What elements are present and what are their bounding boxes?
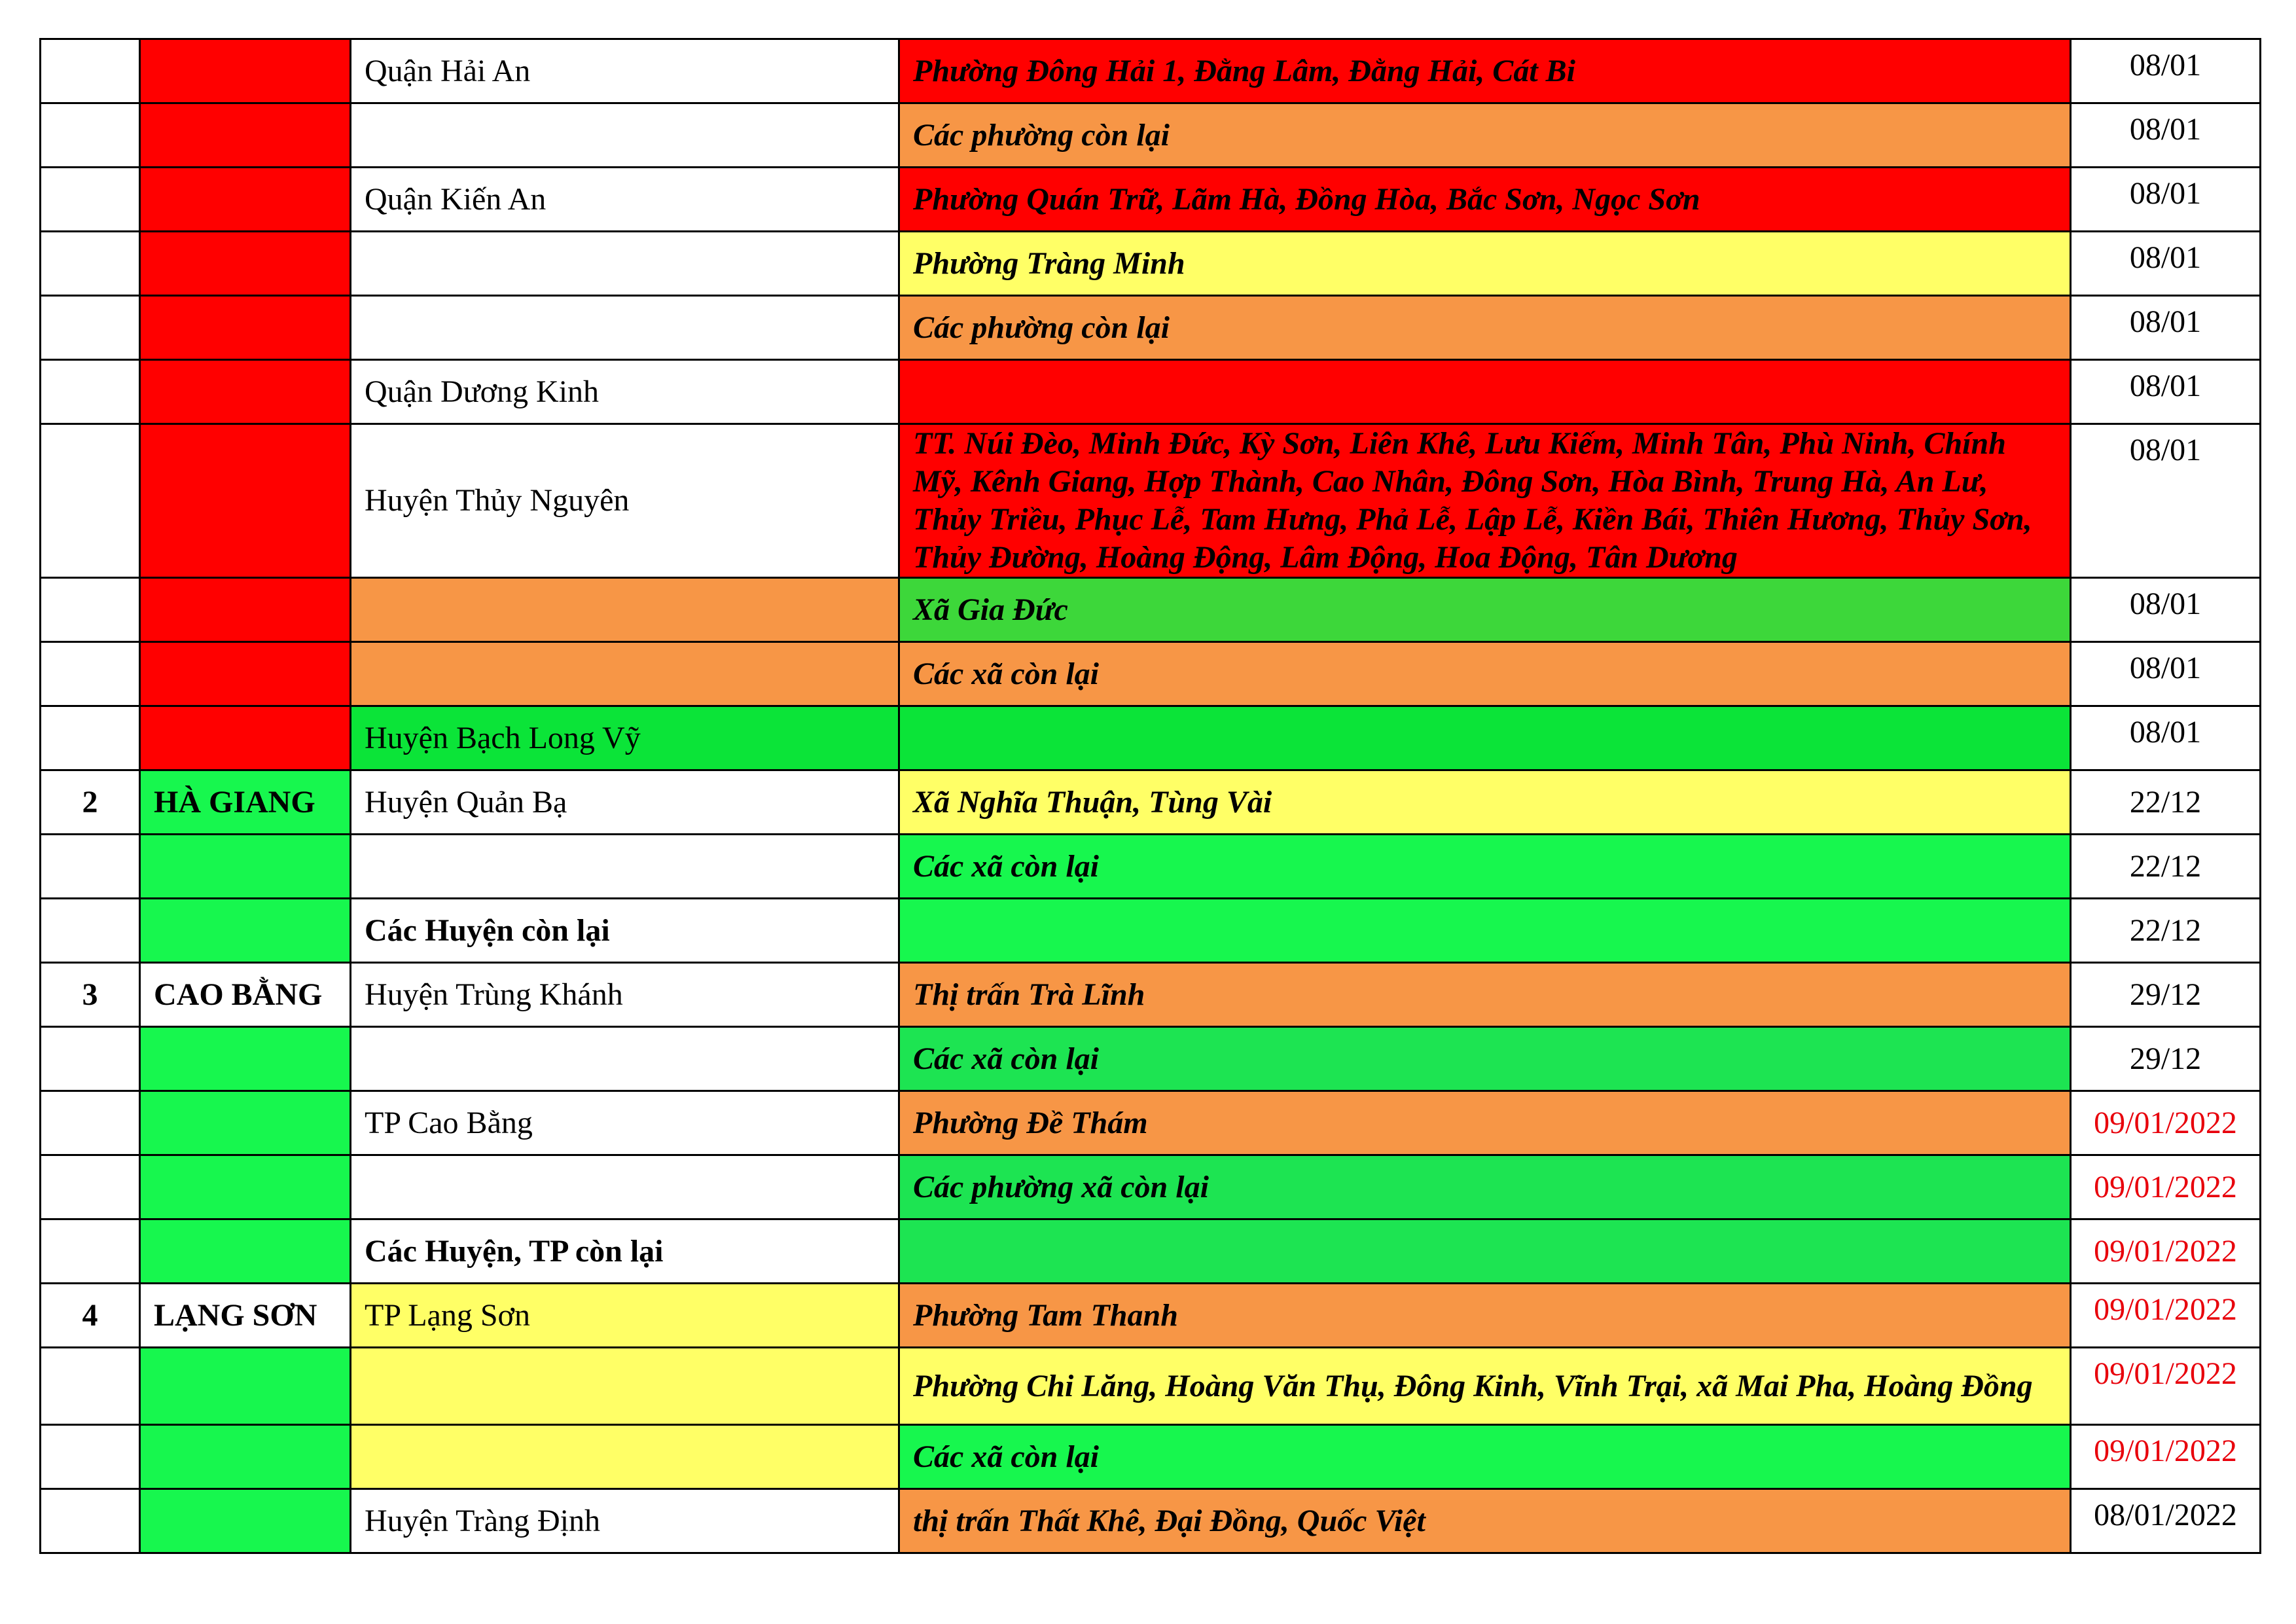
district-cell <box>351 1155 899 1219</box>
row-number-cell <box>41 1027 140 1091</box>
area-cell: Các xã còn lại <box>899 642 2071 706</box>
table-row <box>41 1284 2261 1348</box>
table-row <box>41 232 2261 296</box>
province-cell <box>140 232 351 296</box>
date-cell: 08/01/2022 <box>2071 1489 2261 1553</box>
table-row <box>41 103 2261 168</box>
row-number-cell <box>41 1425 140 1489</box>
district-cell: Huyện Bạch Long Vỹ <box>351 706 899 770</box>
area-cell: Phường Đề Thám <box>899 1091 2071 1155</box>
district-cell: Các Huyện còn lại <box>351 899 899 963</box>
province-cell <box>140 360 351 424</box>
date-cell: 08/01 <box>2071 39 2261 103</box>
table-row <box>41 1091 2261 1155</box>
area-cell: Phường Quán Trữ, Lãm Hà, Đồng Hòa, Bắc Sơn, Ngọc Sơn <box>899 168 2071 232</box>
district-cell <box>351 1425 899 1489</box>
row-number-cell <box>41 706 140 770</box>
area-cell: Các xã còn lại <box>899 835 2071 899</box>
zone-status-table <box>39 38 2261 1554</box>
district-cell <box>351 296 899 360</box>
district-cell: Quận Hải An <box>351 39 899 103</box>
table-body <box>41 39 2261 1553</box>
district-cell <box>351 1027 899 1091</box>
row-number-cell <box>41 1219 140 1284</box>
province-cell: HÀ GIANG <box>140 770 351 835</box>
area-cell: Các phường xã còn lại <box>899 1155 2071 1219</box>
date-cell: 08/01 <box>2071 642 2261 706</box>
district-cell <box>351 578 899 642</box>
province-cell <box>140 39 351 103</box>
district-cell <box>351 642 899 706</box>
row-number-cell <box>41 168 140 232</box>
row-number-cell: 3 <box>41 963 140 1027</box>
province-cell <box>140 835 351 899</box>
table-row <box>41 578 2261 642</box>
district-cell: TP Lạng Sơn <box>351 1284 899 1348</box>
row-number-cell <box>41 899 140 963</box>
date-cell: 09/01/2022 <box>2071 1348 2261 1425</box>
row-number-cell <box>41 835 140 899</box>
province-cell <box>140 642 351 706</box>
table-row <box>41 360 2261 424</box>
table-row <box>41 642 2261 706</box>
row-number-cell <box>41 103 140 168</box>
row-number-cell <box>41 296 140 360</box>
province-cell <box>140 706 351 770</box>
province-cell <box>140 1091 351 1155</box>
area-cell: thị trấn Thất Khê, Đại Đồng, Quốc Việt <box>899 1489 2071 1553</box>
area-cell: Xã Nghĩa Thuận, Tùng Vài <box>899 770 2071 835</box>
date-cell: 08/01 <box>2071 296 2261 360</box>
date-cell: 08/01 <box>2071 424 2261 578</box>
province-cell <box>140 1425 351 1489</box>
row-number-cell <box>41 39 140 103</box>
date-cell: 29/12 <box>2071 1027 2261 1091</box>
table-row <box>41 899 2261 963</box>
date-cell: 09/01/2022 <box>2071 1284 2261 1348</box>
row-number-cell <box>41 360 140 424</box>
district-cell: Các Huyện, TP còn lại <box>351 1219 899 1284</box>
district-cell <box>351 1348 899 1425</box>
date-cell: 22/12 <box>2071 770 2261 835</box>
district-cell: Huyện Tràng Định <box>351 1489 899 1553</box>
area-cell: Các xã còn lại <box>899 1027 2071 1091</box>
table-row <box>41 1219 2261 1284</box>
province-cell <box>140 578 351 642</box>
row-number-cell <box>41 578 140 642</box>
area-cell: TT. Núi Đèo, Minh Đức, Kỳ Sơn, Liên Khê, Lưu Kiếm, Minh Tân, Phù Ninh, Chính Mỹ, Kênh Giang, Hợp Thành, Cao Nhân, Đông Sơn, Hòa Bình, Trung Hà, An Lư, Thủy Triều, Phục Lễ, Tam Hưng, Phả Lễ, Lập Lễ, Kiền Bái, Thiên Hương, Thủy Sơn, Thủy Đường, Hoàng Động, Lâm Động, Hoa Động, Tân Dương <box>899 424 2071 578</box>
row-number-cell: 4 <box>41 1284 140 1348</box>
row-number-cell <box>41 1348 140 1425</box>
province-cell <box>140 168 351 232</box>
row-number-cell <box>41 424 140 578</box>
area-cell <box>899 1219 2071 1284</box>
table-row <box>41 296 2261 360</box>
row-number-cell <box>41 1155 140 1219</box>
date-cell: 08/01 <box>2071 578 2261 642</box>
province-cell <box>140 1348 351 1425</box>
date-cell: 09/01/2022 <box>2071 1091 2261 1155</box>
area-cell <box>899 706 2071 770</box>
area-cell: Các phường còn lại <box>899 103 2071 168</box>
table-row <box>41 706 2261 770</box>
table-row <box>41 1348 2261 1425</box>
table-row <box>41 963 2261 1027</box>
table-row <box>41 1155 2261 1219</box>
date-cell: 22/12 <box>2071 899 2261 963</box>
row-number-cell: 2 <box>41 770 140 835</box>
area-cell: Phường Tràng Minh <box>899 232 2071 296</box>
row-number-cell <box>41 1489 140 1553</box>
table-row <box>41 168 2261 232</box>
district-cell: TP Cao Bằng <box>351 1091 899 1155</box>
table-row <box>41 424 2261 578</box>
area-cell: Phường Đông Hải 1, Đằng Lâm, Đằng Hải, Cát Bi <box>899 39 2071 103</box>
province-cell <box>140 899 351 963</box>
area-cell <box>899 899 2071 963</box>
district-cell: Huyện Thủy Nguyên <box>351 424 899 578</box>
table-row <box>41 835 2261 899</box>
date-cell: 22/12 <box>2071 835 2261 899</box>
district-cell: Quận Kiến An <box>351 168 899 232</box>
province-cell <box>140 1219 351 1284</box>
area-cell: Phường Tam Thanh <box>899 1284 2071 1348</box>
area-cell: Xã Gia Đức <box>899 578 2071 642</box>
date-cell: 08/01 <box>2071 232 2261 296</box>
district-cell <box>351 232 899 296</box>
district-cell: Huyện Trùng Khánh <box>351 963 899 1027</box>
date-cell: 09/01/2022 <box>2071 1219 2261 1284</box>
date-cell: 29/12 <box>2071 963 2261 1027</box>
province-cell <box>140 103 351 168</box>
province-cell <box>140 1027 351 1091</box>
area-cell <box>899 360 2071 424</box>
row-number-cell <box>41 1091 140 1155</box>
table-row <box>41 770 2261 835</box>
row-number-cell <box>41 642 140 706</box>
district-cell <box>351 835 899 899</box>
area-cell: Phường Chi Lăng, Hoàng Văn Thụ, Đông Kinh, Vĩnh Trại, xã Mai Pha, Hoàng Đồng <box>899 1348 2071 1425</box>
province-cell <box>140 1489 351 1553</box>
date-cell: 08/01 <box>2071 103 2261 168</box>
province-cell <box>140 424 351 578</box>
area-cell: Thị trấn Trà Lĩnh <box>899 963 2071 1027</box>
district-cell <box>351 103 899 168</box>
province-cell <box>140 1155 351 1219</box>
district-cell: Huyện Quản Bạ <box>351 770 899 835</box>
area-cell: Các phường còn lại <box>899 296 2071 360</box>
province-cell: LẠNG SƠN <box>140 1284 351 1348</box>
table-row <box>41 39 2261 103</box>
date-cell: 08/01 <box>2071 706 2261 770</box>
area-cell: Các xã còn lại <box>899 1425 2071 1489</box>
table-row <box>41 1027 2261 1091</box>
date-cell: 09/01/2022 <box>2071 1155 2261 1219</box>
district-cell: Quận Dương Kinh <box>351 360 899 424</box>
date-cell: 08/01 <box>2071 360 2261 424</box>
date-cell: 08/01 <box>2071 168 2261 232</box>
province-cell <box>140 296 351 360</box>
province-cell: CAO BẰNG <box>140 963 351 1027</box>
table-row <box>41 1489 2261 1553</box>
table-row <box>41 1425 2261 1489</box>
date-cell: 09/01/2022 <box>2071 1425 2261 1489</box>
row-number-cell <box>41 232 140 296</box>
